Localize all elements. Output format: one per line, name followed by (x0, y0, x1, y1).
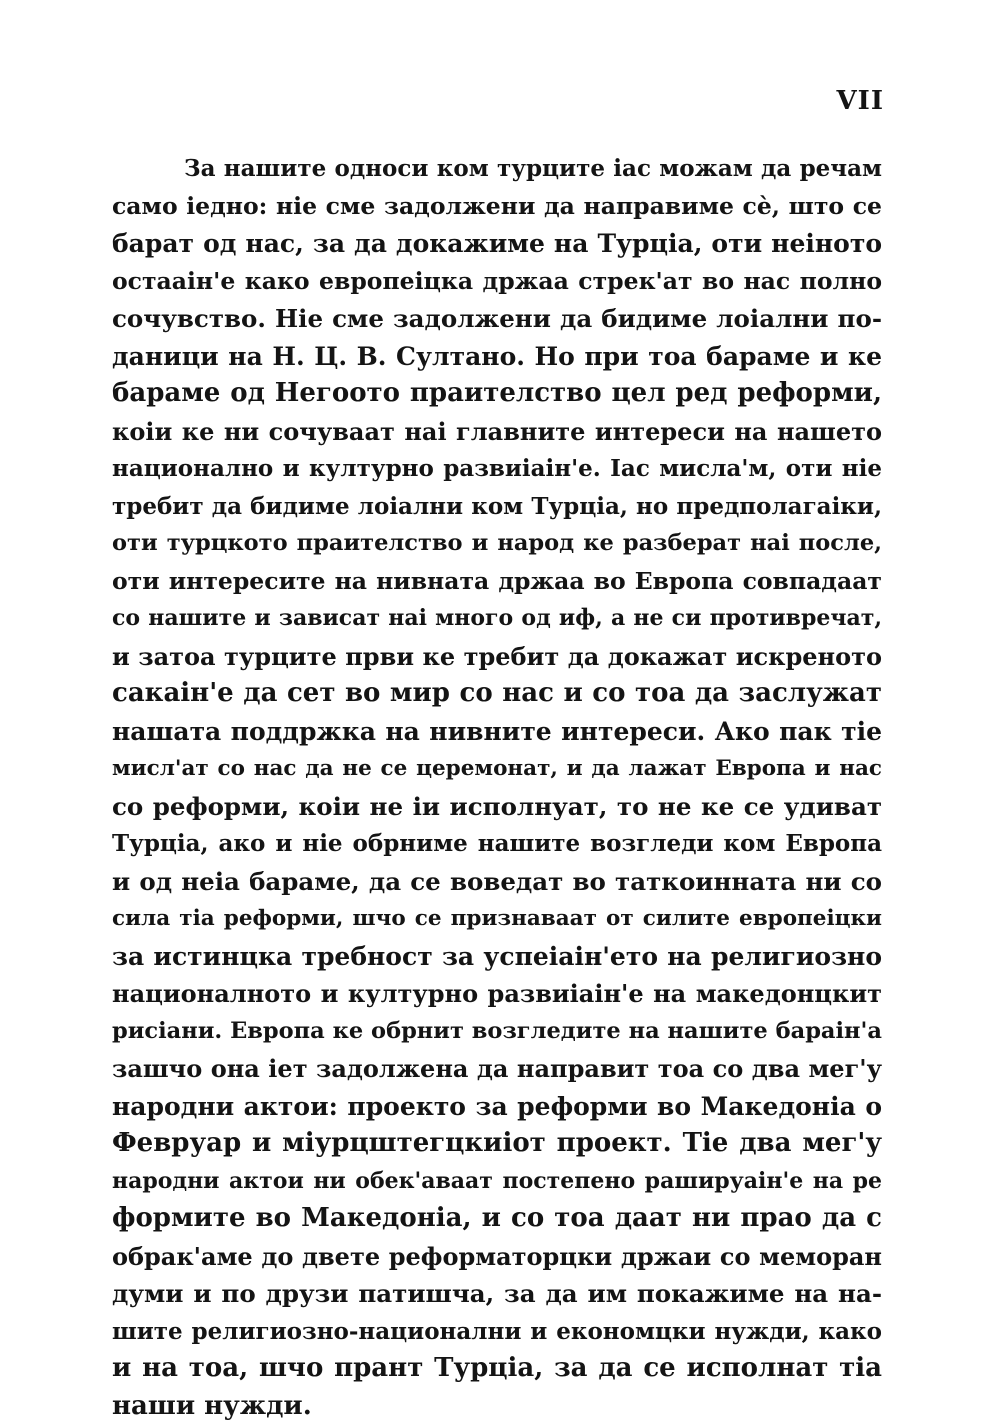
text-line: народни актои ни обек'аваат постепено рашируаін'е на ре (112, 1163, 882, 1201)
text-line: требит да бидиме лоіални ком Турціа, но предполагаіки, (112, 488, 882, 526)
text-line: мисл'ат со нас да не се церемонат, и да лажат Европа и нас (112, 750, 882, 788)
text-line: рисіани. Европа ке обрнит возгледите на нашите бараін'а (112, 1013, 882, 1051)
text-line: даници на Н. Ц. В. Султано. Но при тоа бараме и ке (112, 338, 882, 376)
text-line: сила тіа реформи, шчо се признаваат от силите европеіцки (112, 900, 882, 938)
text-line: коіи ке ни сочуваат наі главните интереси на нашето (112, 413, 882, 451)
text-line: думи и по друзи патишча, за да им покажиме на на- (112, 1275, 882, 1313)
text-line: сакаін'е да сет во мир со нас и со тоа да заслужат (112, 675, 882, 713)
text-line: само іедно: ніе сме задолжени да направиме сè, што се (112, 188, 882, 226)
page-number: VII (834, 86, 884, 116)
text-line: со реформи, коіи не іи исполнуат, то не ке се удиват (112, 788, 882, 826)
text-line: сочувство. Ніе сме задолжени да бидиме лоіални по- (112, 300, 882, 338)
text-line: бараме од Негоото праителство цел ред реформи, (112, 375, 882, 413)
text-line: оти турцкото праителство и народ ке разберат наі после, (112, 525, 882, 563)
text-line: национално и културно развиіаін'е. Іас мисла'м, оти ніе (112, 450, 882, 488)
text-line: за истинцка требност за успеіаін'ето на религиозно (112, 938, 882, 976)
body-text (112, 150, 882, 1425)
text-line: наши нужди. (112, 1388, 882, 1425)
text-line: Турціа, ако и ніе обрниме нашите возгледи ком Европа (112, 825, 882, 863)
text-line: барат од нас, за да докажиме на Турціа, оти неіното (112, 225, 882, 263)
text-line: шите религиозно-национални и економцки нужди, како (112, 1313, 882, 1351)
text-line: со нашите и зависат наі много од иф, а не си противречат, (112, 600, 882, 638)
text-line: оти интересите на нивната држаа во Европа совпадаат (112, 563, 882, 601)
text-line: формите во Македоніа, и со тоа даат ни прао да с (112, 1200, 882, 1238)
text-line: и на тоа, шчо прант Турціа, за да се исполнат тіа (112, 1350, 882, 1388)
text-line: и од неіа бараме, да се воведат во таткоинната ни со (112, 863, 882, 901)
text-line: нашата поддржка на нивните интереси. Ако пак тіе (112, 713, 882, 751)
text-line: остааін'е како европеіцка држаа стрек'ат во нас полно (112, 263, 882, 301)
text-line: националното и културно развиіаін'е на македонцкит (112, 975, 882, 1013)
text-line: обрак'аме до двете реформаторцки држаи со меморан (112, 1238, 882, 1276)
text-line: зашчо она іет задолжена да направит тоа со два мег'у (112, 1050, 882, 1088)
text-line: За нашите односи ком турците іас можам да речам (112, 150, 882, 188)
text-line: и затоа турците први ке требит да докажат искреното (112, 638, 882, 676)
text-line: народни актои: проекто за реформи во Македоніа о (112, 1088, 882, 1126)
text-line: Февруар и міурцштегцкиіот проект. Тіе два мег'у (112, 1125, 882, 1163)
